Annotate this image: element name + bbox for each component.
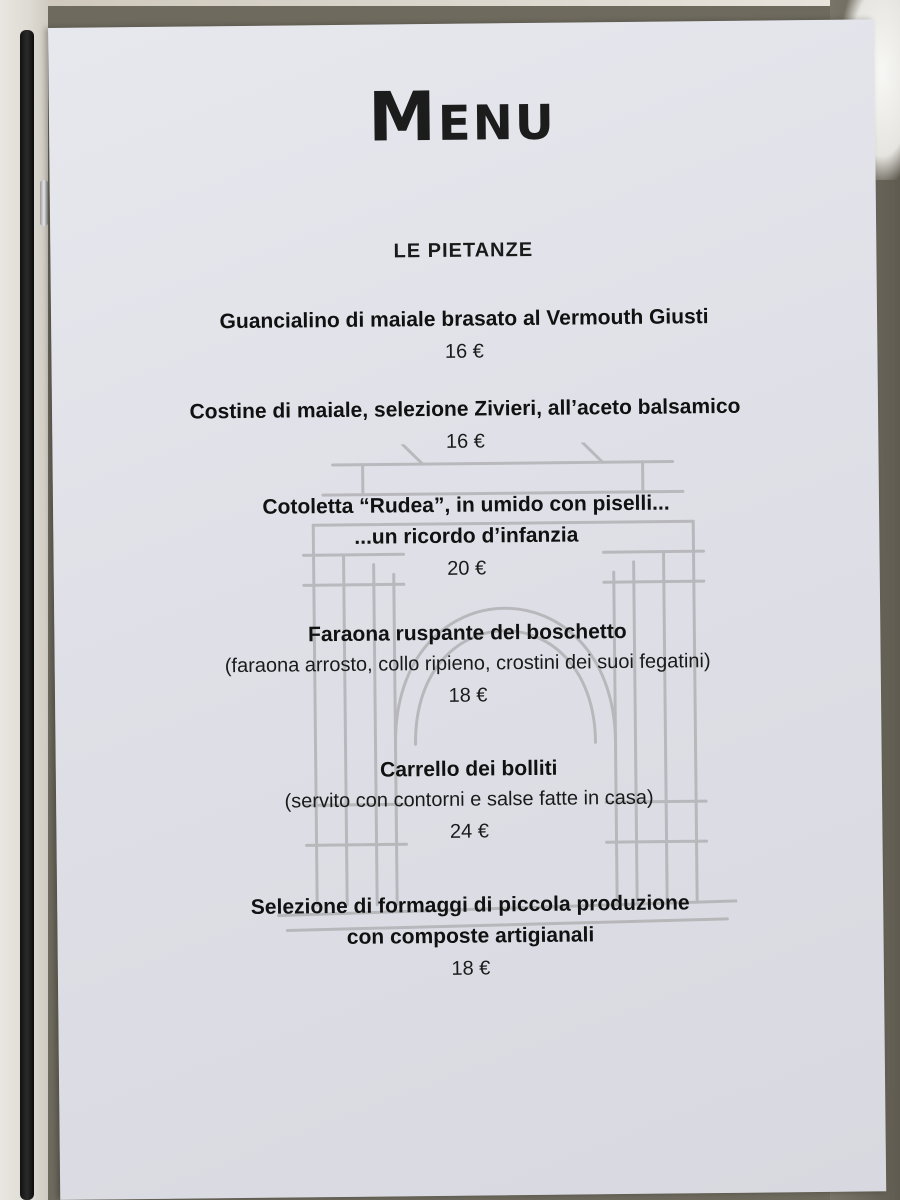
dish-description: (servito con contorni e salse fatte in casa) — [284, 786, 654, 813]
dish-item — [77, 886, 864, 990]
menu-title: Menu — [367, 76, 557, 158]
dish-description: (faraona arrosto, collo ripieno, crostini dei suoi fegatini) — [224, 650, 711, 678]
dish-price: 24 € — [449, 820, 490, 843]
dish-price: 18 € — [448, 684, 488, 707]
dish-item — [71, 300, 858, 373]
dish-name: Faraona ruspante del boschetto — [307, 619, 627, 647]
dish-name: Cotoletta “Rudea”, in umido con piselli... — [262, 491, 670, 519]
dish-item — [76, 750, 863, 853]
dish-name: Carrello dei bolliti — [379, 756, 558, 782]
dish-price: 16 € — [444, 340, 484, 363]
binder-clip — [40, 180, 48, 226]
section-title: LE PIETANZE — [393, 238, 534, 263]
dish-name-continued: ...un ricordo d’infanzia — [354, 523, 579, 549]
binder-bar — [20, 30, 34, 1200]
dish-price: 18 € — [451, 957, 491, 980]
dish-price: 20 € — [447, 557, 487, 580]
dish-name: Guancialino di maiale brasato al Vermouth Giusti — [219, 305, 709, 334]
dish-item — [72, 390, 859, 463]
dish-name-continued: con composte artigianali — [346, 923, 595, 949]
menu-page — [48, 19, 886, 1200]
dish-item — [74, 614, 861, 717]
dish-item — [73, 486, 860, 590]
dish-name: Costine di maiale, selezione Zivieri, all’aceto balsamico — [189, 394, 741, 424]
dish-name: Selezione di formaggi di piccola produzione — [250, 891, 690, 919]
dish-price: 16 € — [445, 430, 485, 453]
